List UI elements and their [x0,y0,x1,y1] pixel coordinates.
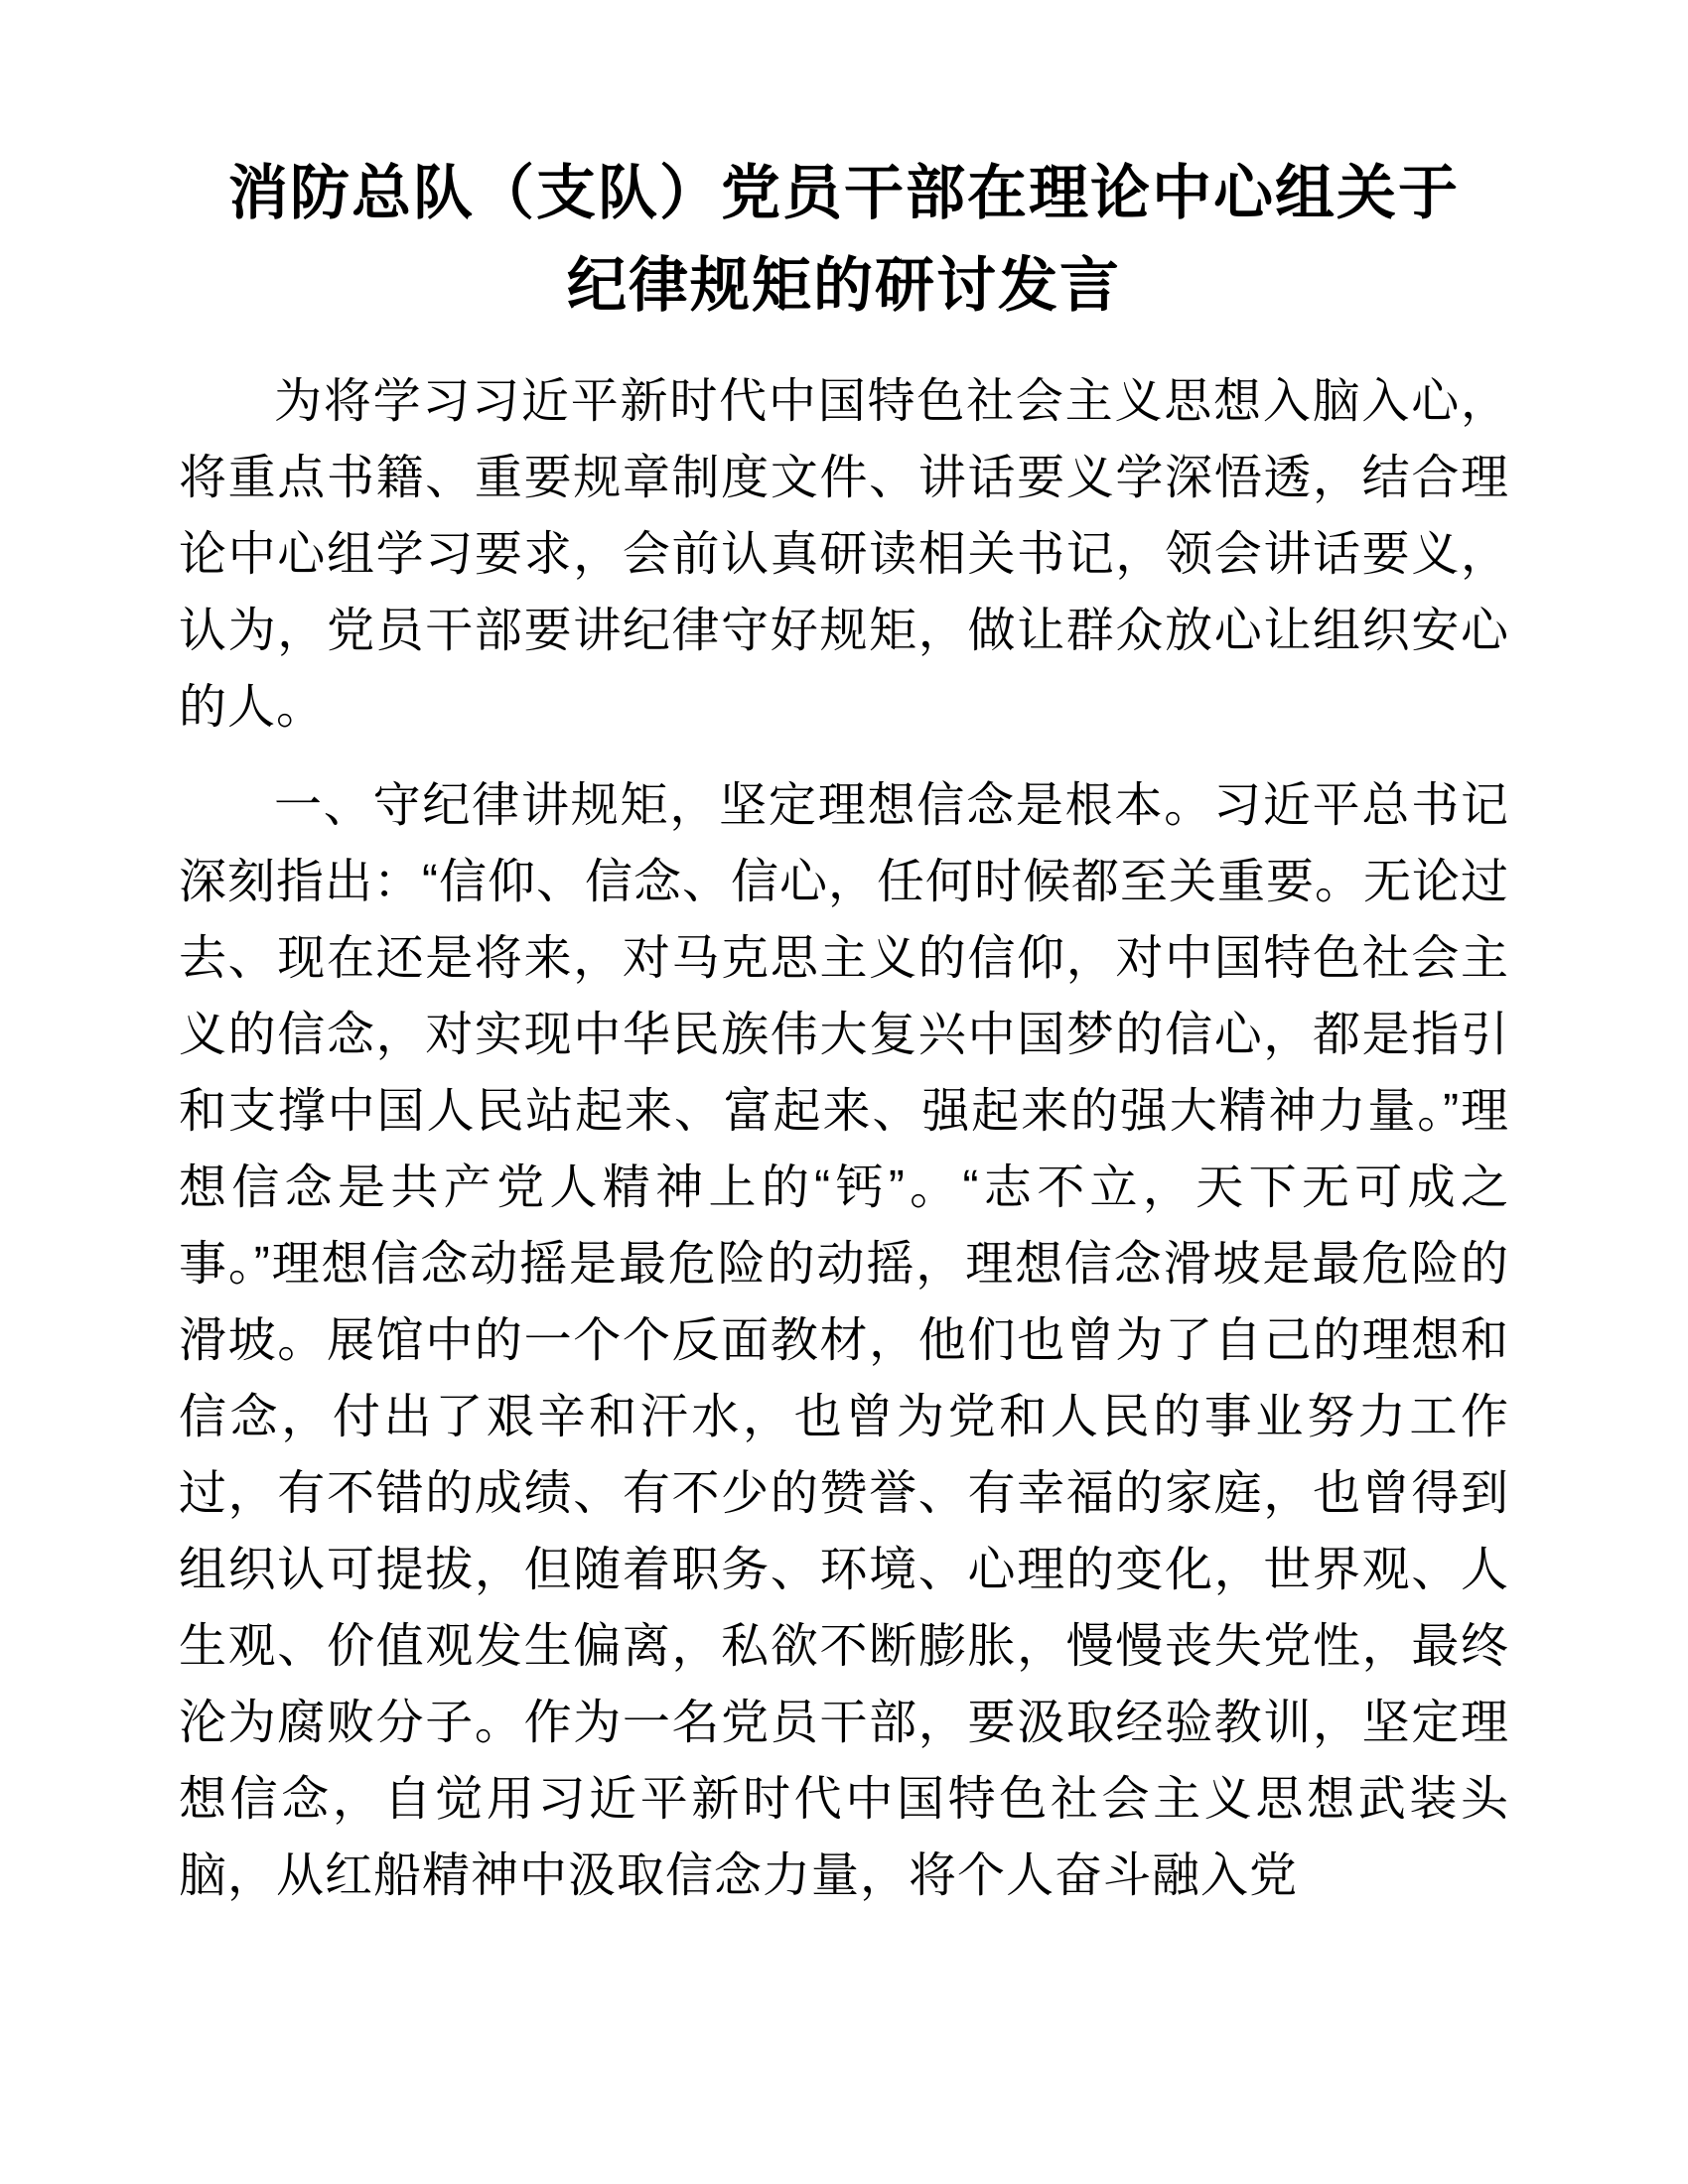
document-title [179,147,1509,332]
title-line-2: 纪律规矩的研讨发言 [567,252,1121,319]
paragraph-intro: 为将学习习近平新时代中国特色社会主义思想入脑入心，将重点书籍、重要规章制度文件、讲话要义学深悟透，结合理论中心组学习要求，会前认真研读相关书记，领会讲话要义，认为，党员干部要讲纪律守好规矩，做让群众放心让组织安心的人。 [179,375,1509,734]
title-line-1: 消防总队（支队）党员干部在理论中心组关于 [228,160,1460,226]
paragraph-section-1: 一、守纪律讲规矩，坚定理想信念是根本。习近平总书记深刻指出：“信仰、信念、信心，任何时候都至关重要。无论过去、现在还是将来，对马克思主义的信仰，对中国特色社会主义的信念，对实现中华民族伟大复兴中国梦的信心，都是指引和支撑中国人民站起来、富起来、强起来的强大精神力量。”理想信念是共产党人精神上的“钙”。“志不立，天下无可成之事。”理想信念动摇是最危险的动摇，理想信念滑坡是最危险的滑坡。展馆中的一个个反面教材，他们也曾为了自己的理想和信念，付出了艰辛和汗水，也曾为党和人民的事业努力工作过，有不错的成绩、有不少的赞誉、有幸福的家庭，也曾得到组织认可提拔，但随着职务、环境、心理的变化，世界观、人生观、价值观发生偏离，私欲不断膨胀，慢慢丧失党性，最终沦为腐败分子。作为一名党员干部，要汲取经验教训，坚定理想信念，自觉用习近平新时代中国特色社会主义思想武装头脑，从红船精神中汲取信念力量，将个人奋斗融入党 [179,779,1509,1902]
